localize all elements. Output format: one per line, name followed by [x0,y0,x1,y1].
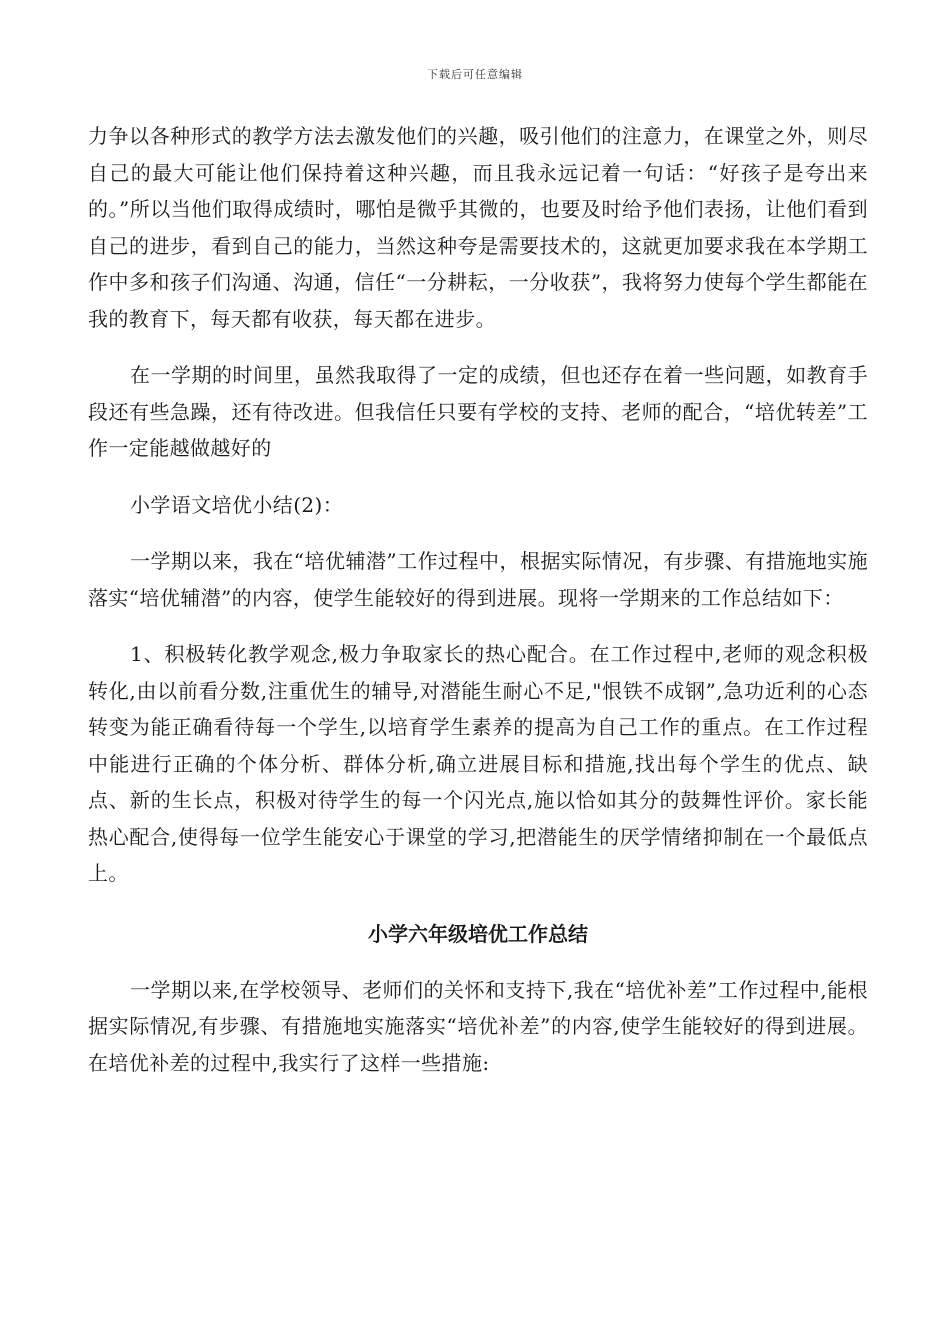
page-header-note: 下载后可任意编辑 [427,68,523,81]
paragraph-5: 1、积极转化教学观念,极力争取家长的热心配合。在工作过程中,老师的观念积极转化,由以前看分数,注重优生的辅导,对潜能生耐心不足,"恨铁不成钢”,急功近利的心态转变为能正确看待每一个学生,以培育学生素养的提高为自己工作的重点。在工作过程中能进行正确的个体分析、群体分析,确立进展目标和措施,找出每个学生的优点、缺点、新的生长点，积极对待学生的每一个闪光点,施以恰如其分的鼓舞性评价。家长能热心配合,使得每一位学生能安心于课堂的学习,把潜能生的厌学情绪抑制在一个最低点上。 [88,642,868,885]
paragraph-4: 一学期以来，我在“培优辅潜”工作过程中，根据实际情况，有步骤、有措施地实施落实“培优辅潜”的内容，使学生能较好的得到进展。现将一学期来的工作总结如下： [88,549,868,610]
paragraph-1: 力争以各种形式的教学方法去激发他们的兴趣，吸引他们的注意力，在课堂之外，则尽自己的最大可能让他们保持着这种兴趣，而且我永远记着一句话：“好孩子是夸出来的。”所以当他们取得成绩时，哪怕是微乎其微的，也要及时给予他们表扬，让他们看到自己的进步，看到自己的能力，当然这种夸是需要技术的，这就更加要求我在本学期工作中多和孩子们沟通、沟通，信任“一分耕耘，一分收获”，我将努力使每个学生都能在我的教育下，每天都有收获，每天都在进步。 [88,124,868,331]
paragraph-3-subheading: 小学语文培优小结(2)： [130,492,344,517]
paragraph-2: 在一学期的时间里，虽然我取得了一定的成绩，但也还存在着一些问题，如教育手段还有些急躁，还有待改进。但我信任只要有学校的支持、老师的配合，“培优转差”工作一定能越做越好的 [88,363,868,460]
paragraph-6: 一学期以来,在学校领导、老师们的关怀和支持下,我在“培优补差”工作过程中,能根据实际情况,有步骤、有措施地实施落实“培优补差”的内容,使学生能较好的得到进展。在培优补差的过程中,我实行了这样一些措施: [88,977,868,1075]
document-body [88,118,868,1081]
section-title: 小学六年级培优工作总结 [368,921,588,946]
